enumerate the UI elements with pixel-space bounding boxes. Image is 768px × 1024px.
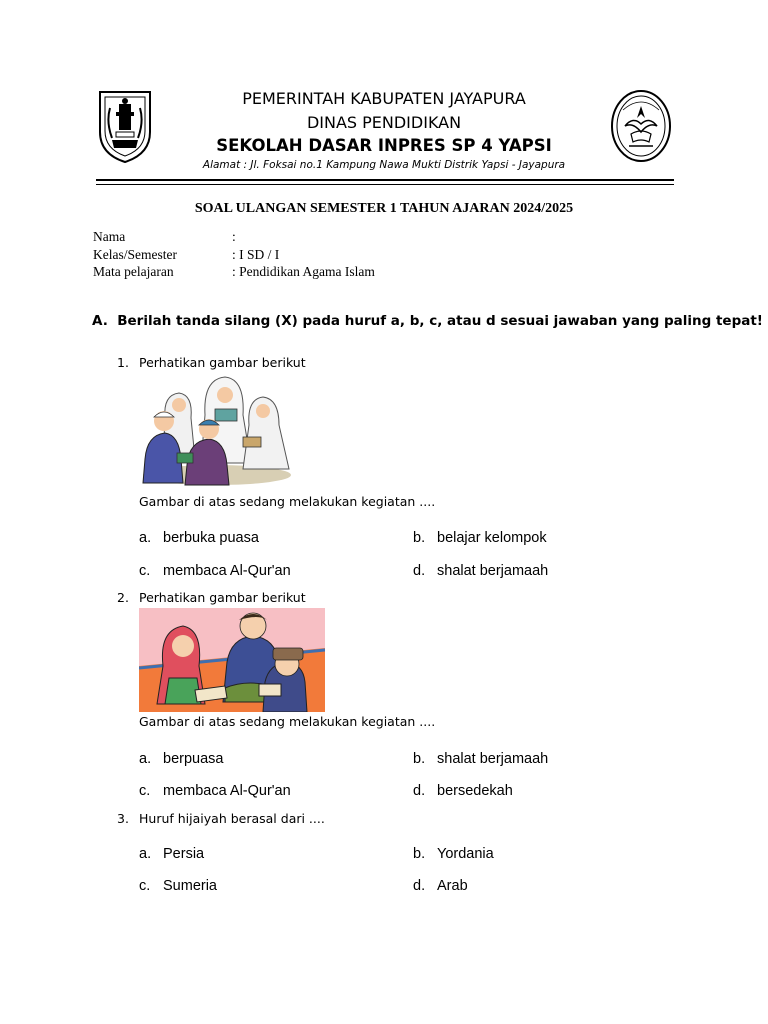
info-value-subject: : Pendidikan Agama Islam (232, 264, 375, 279)
info-label-name: Nama (93, 229, 126, 244)
option-c[interactable] (139, 783, 291, 799)
option-text: Yordania (437, 846, 494, 862)
question-number: 1. (117, 355, 129, 370)
question-number: 3. (117, 811, 129, 826)
option-text: Persia (163, 846, 205, 862)
option-letter: d. (413, 878, 426, 894)
option-text: bersedekah (437, 783, 513, 799)
option-text: belajar kelompok (437, 530, 547, 546)
option-a[interactable] (139, 530, 259, 546)
option-a[interactable] (139, 846, 204, 862)
option-text: Sumeria (163, 878, 217, 894)
question-number: 2. (117, 590, 129, 605)
option-letter: b. (413, 751, 426, 767)
option-text: Arab (437, 878, 468, 894)
option-text: membaca Al-Qur'an (163, 563, 291, 579)
option-text: membaca Al-Qur'an (163, 783, 291, 799)
option-letter: a. (139, 846, 152, 862)
option-c[interactable] (139, 563, 291, 579)
illustration-family-reading (139, 608, 325, 712)
option-letter: c. (139, 563, 151, 579)
exam-title: SOAL ULANGAN SEMESTER 1 TAHUN AJARAN 2024/2025 (194, 201, 574, 216)
option-letter: d. (413, 783, 426, 799)
header-divider-thin (96, 184, 674, 185)
option-c[interactable] (139, 878, 217, 894)
info-value-name: : (232, 229, 236, 244)
question-text: Perhatikan gambar berikut (139, 355, 306, 370)
section-a-instruction: A. Berilah tanda silang (X) pada huruf a, b, c, atau d sesuai jawaban yang paling tepat! (92, 313, 763, 329)
option-letter: d. (413, 563, 426, 579)
option-b[interactable] (413, 751, 548, 767)
option-b[interactable] (413, 846, 494, 862)
option-text: berpuasa (163, 751, 224, 767)
info-label-class: Kelas/Semester (93, 247, 177, 262)
option-letter: c. (139, 783, 151, 799)
option-letter: c. (139, 878, 151, 894)
header-address: Alamat : Jl. Foksai no.1 Kampung Nawa Mukti Distrik Yapsi - Jayapura (202, 159, 566, 171)
question-sub-text: Gambar di atas sedang melakukan kegiatan .... (139, 714, 436, 729)
option-a[interactable] (139, 751, 223, 767)
option-d[interactable] (413, 878, 468, 894)
question-text: Perhatikan gambar berikut (139, 590, 306, 605)
option-text: berbuka puasa (163, 530, 259, 546)
option-letter: b. (413, 530, 426, 546)
option-b[interactable] (413, 530, 547, 546)
info-label-subject: Mata pelajaran (93, 264, 174, 279)
option-letter: b. (413, 846, 426, 862)
illustration-children-reading (139, 373, 295, 488)
header-department: DINAS PENDIDIKAN (306, 113, 462, 132)
option-letter: a. (139, 530, 152, 546)
info-value-class: : I SD / I (232, 247, 280, 262)
option-letter: a. (139, 751, 152, 767)
question-sub-text: Gambar di atas sedang melakukan kegiatan .... (139, 494, 436, 509)
header-divider-thick (96, 179, 674, 181)
header-school-name: SEKOLAH DASAR INPRES SP 4 YAPSI (216, 136, 552, 155)
question-text: Huruf hijaiyah berasal dari .... (139, 811, 325, 826)
option-text: shalat berjamaah (437, 751, 549, 767)
option-d[interactable] (413, 563, 548, 579)
header-government: PEMERINTAH KABUPATEN JAYAPURA (242, 89, 526, 108)
option-text: shalat berjamaah (437, 563, 549, 579)
option-d[interactable] (413, 783, 513, 799)
